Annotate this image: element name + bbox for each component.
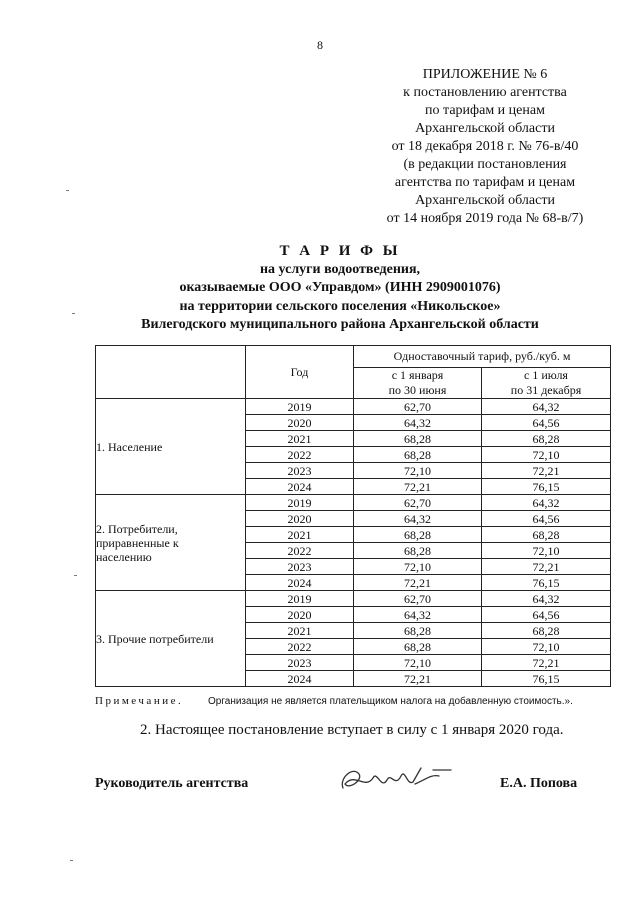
- year-cell: 2022: [246, 639, 354, 655]
- scan-mark: [72, 313, 75, 314]
- appendix-line: по тарифам и ценам: [425, 103, 545, 118]
- note: [95, 695, 573, 707]
- tariff-h2-cell: 72,10: [482, 639, 611, 655]
- tariff-h2-cell: 76,15: [482, 479, 611, 495]
- year-cell: 2023: [246, 559, 354, 575]
- tariff-h1-cell: 72,21: [354, 671, 482, 687]
- table-row: [96, 495, 611, 511]
- tariff-h2-cell: 76,15: [482, 671, 611, 687]
- title-line: на услуги водоотведения,: [259, 261, 421, 277]
- appendix-reference: [340, 66, 630, 228]
- tariff-table: [95, 345, 611, 687]
- tariff-h1-cell: 62,70: [354, 495, 482, 511]
- tariff-h2-cell: 72,10: [482, 543, 611, 559]
- tariff-h2-cell: 72,21: [482, 463, 611, 479]
- tariff-h1-cell: 68,28: [354, 623, 482, 639]
- tariff-h1-cell: 64,32: [354, 511, 482, 527]
- year-cell: 2019: [246, 495, 354, 511]
- year-cell: 2023: [246, 463, 354, 479]
- tariff-h1-cell: 64,32: [354, 415, 482, 431]
- year-cell: 2022: [246, 447, 354, 463]
- signatory-role: Руководитель агентства: [95, 776, 249, 791]
- tariff-h1-cell: 68,28: [354, 639, 482, 655]
- year-cell: 2020: [246, 607, 354, 623]
- year-cell: 2021: [246, 527, 354, 543]
- appendix-line: агентства по тарифам и ценам: [394, 175, 576, 190]
- tariff-h1-cell: 64,32: [354, 607, 482, 623]
- tariff-table-body: [96, 399, 611, 687]
- note-label: Примечание.: [95, 695, 184, 707]
- tariff-h2-cell: 72,21: [482, 655, 611, 671]
- tariff-h1-cell: 72,10: [354, 559, 482, 575]
- year-cell: 2019: [246, 591, 354, 607]
- appendix-line: Архангельской области: [415, 193, 555, 208]
- tariff-h2-cell: 64,32: [482, 591, 611, 607]
- tariff-h1-cell: 62,70: [354, 591, 482, 607]
- year-cell: 2022: [246, 543, 354, 559]
- appendix-line: к постановлению агентства: [403, 85, 567, 100]
- year-cell: 2024: [246, 479, 354, 495]
- scan-mark: [66, 190, 69, 191]
- scan-mark: [70, 860, 73, 861]
- appendix-line: от 14 ноября 2019 года № 68-в/7): [386, 211, 584, 226]
- category-cell: 2. Потребители, приравненные к населению: [96, 495, 246, 591]
- title-heading: Т А Р И Ф Ы: [279, 243, 401, 259]
- tariff-h1-cell: 72,21: [354, 575, 482, 591]
- table-row: [96, 591, 611, 607]
- tariff-h1-cell: 72,10: [354, 463, 482, 479]
- tariff-h1-cell: 72,10: [354, 655, 482, 671]
- appendix-line: Архангельской области: [415, 121, 555, 136]
- year-cell: 2023: [246, 655, 354, 671]
- tariff-h1-cell: 68,28: [354, 543, 482, 559]
- page-number: 8: [317, 38, 323, 52]
- header-period-1: с 1 января по 30 июня: [354, 368, 482, 399]
- tariff-h2-cell: 64,56: [482, 415, 611, 431]
- year-cell: 2024: [246, 671, 354, 687]
- appendix-line: ПРИЛОЖЕНИЕ № 6: [422, 67, 548, 82]
- year-cell: 2020: [246, 415, 354, 431]
- title-line: на территории сельского поселения «Никольское»: [179, 298, 501, 314]
- document-title: [60, 242, 620, 335]
- scan-mark: [74, 575, 77, 576]
- year-cell: 2019: [246, 399, 354, 415]
- appendix-line: от 18 декабря 2018 г. № 76-в/40: [391, 139, 579, 154]
- note-text: Организация не является плательщиком налога на добавленную стоимость.».: [207, 696, 573, 707]
- tariff-h2-cell: 68,28: [482, 527, 611, 543]
- year-cell: 2021: [246, 623, 354, 639]
- signatory-name: Е.А. Попова: [500, 776, 578, 791]
- handwritten-signature: [335, 760, 455, 800]
- effective-date-clause: 2. Настоящее постановление вступает в силу с 1 января 2020 года.: [140, 722, 564, 738]
- tariff-h2-cell: 64,56: [482, 511, 611, 527]
- appendix-line: (в редакции постановления: [403, 157, 567, 172]
- tariff-h2-cell: 76,15: [482, 575, 611, 591]
- tariff-h2-cell: 72,10: [482, 447, 611, 463]
- tariff-h2-cell: 68,28: [482, 431, 611, 447]
- tariff-h2-cell: 72,21: [482, 559, 611, 575]
- header-year: Год: [246, 346, 354, 399]
- header-tariff: Одноставочный тариф, руб./куб. м: [354, 346, 611, 368]
- tariff-h2-cell: 64,32: [482, 399, 611, 415]
- tariff-h1-cell: 62,70: [354, 399, 482, 415]
- tariff-h1-cell: 72,21: [354, 479, 482, 495]
- tariff-h1-cell: 68,28: [354, 527, 482, 543]
- tariff-h1-cell: 68,28: [354, 447, 482, 463]
- table-row: [96, 399, 611, 415]
- title-line: Вилегодского муниципального района Архангельской области: [141, 317, 539, 332]
- tariff-h1-cell: 68,28: [354, 431, 482, 447]
- year-cell: 2021: [246, 431, 354, 447]
- tariff-h2-cell: 68,28: [482, 623, 611, 639]
- header-empty-cell: [96, 346, 246, 399]
- tariff-h2-cell: 64,56: [482, 607, 611, 623]
- year-cell: 2024: [246, 575, 354, 591]
- header-period-2: с 1 июля по 31 декабря: [482, 368, 611, 399]
- tariff-h2-cell: 64,32: [482, 495, 611, 511]
- title-line: оказываемые ООО «Управдом» (ИНН 2909001076): [179, 280, 501, 295]
- category-cell: 1. Население: [96, 399, 246, 495]
- year-cell: 2020: [246, 511, 354, 527]
- category-cell: 3. Прочие потребители: [96, 591, 246, 687]
